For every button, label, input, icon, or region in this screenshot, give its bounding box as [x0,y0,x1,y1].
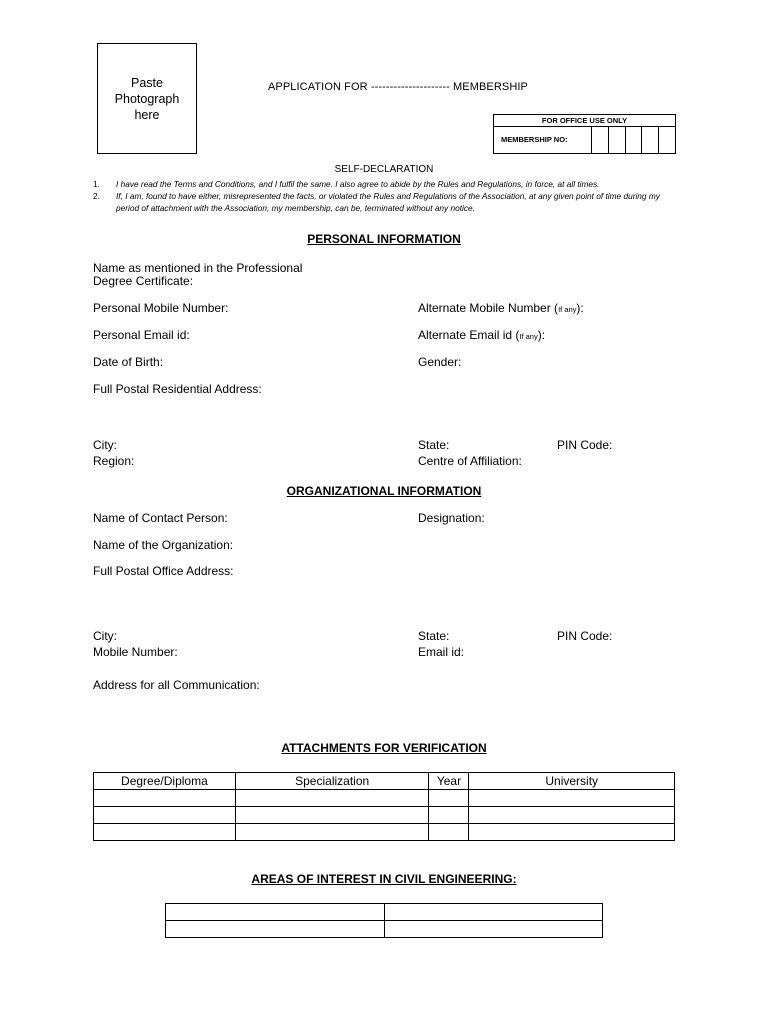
declaration-text: I have read the Terms and Conditions, and I fulfil the same. I also agree to abide by the Rules and Regulations, in force, at all times. [116,179,600,189]
column-header-year: Year [429,773,469,790]
declaration-item [93,178,683,190]
residential-address-label: Full Postal Residential Address: [93,382,262,396]
table-row [94,824,675,841]
column-header-degree: Degree/Diploma [94,773,236,790]
declaration-text: If, I am, found to have either, misrepresented the facts, or violated the Rules and Regulations of the Association, at any given point of time during my period of attachment with the Association, my membership, can be, terminated without any notice. [116,191,660,213]
attachments-table [93,772,675,841]
membership-no-label: MEMBERSHIP NO: [494,127,592,153]
alternate-email-label [418,329,545,343]
personal-info-heading: PERSONAL INFORMATION [307,232,461,246]
self-declaration-heading: SELF-DECLARATION [334,164,434,175]
table-cell[interactable] [235,824,429,841]
table-cell[interactable] [235,807,429,824]
table-cell[interactable] [166,904,385,921]
name-label [93,262,302,288]
org-pin-code-label: PIN Code: [557,629,613,643]
photo-line-1: Paste [131,75,163,90]
alternate-mobile-close: ): [576,301,584,315]
state-label: State: [418,438,450,452]
alternate-email-text: Alternate Email id ( [418,328,520,342]
table-cell[interactable] [469,807,675,824]
table-cell[interactable] [384,904,603,921]
table-cell[interactable] [94,807,236,824]
table-cell[interactable] [429,790,469,807]
photo-line-3: here [134,107,160,122]
designation-label: Designation: [418,511,485,525]
alternate-mobile-text: Alternate Mobile Number ( [418,301,559,315]
office-address-label: Full Postal Office Address: [93,564,234,578]
personal-mobile-label: Personal Mobile Number: [93,301,229,315]
table-row [166,904,603,921]
if-any-note: If any [558,305,577,314]
table-cell[interactable] [469,824,675,841]
membership-no-cell[interactable] [592,127,609,153]
form-title: APPLICATION FOR --------------------- MEMBERSHIP [268,81,528,93]
table-cell[interactable] [166,921,385,938]
org-state-label: State: [418,629,450,643]
column-header-specialization: Specialization [235,773,429,790]
alternate-email-close: ): [537,328,546,342]
organizational-info-heading: ORGANIZATIONAL INFORMATION [286,484,482,498]
date-of-birth-label: Date of Birth: [93,355,164,369]
membership-no-cell[interactable] [659,127,675,153]
office-use-box [493,114,676,154]
table-header-row [94,773,675,790]
city-label: City: [93,438,117,452]
org-city-label: City: [93,629,117,643]
alternate-mobile-label [418,302,584,316]
name-label-line-1: Name as mentioned in the Professional [93,261,303,275]
table-cell[interactable] [429,824,469,841]
gender-label: Gender: [418,355,462,369]
table-cell[interactable] [429,807,469,824]
photo-line-2: Photograph [114,91,180,106]
region-label: Region: [93,454,135,468]
org-email-label: Email id: [418,645,465,659]
table-cell[interactable] [384,921,603,938]
declaration-number: 1. [93,179,100,189]
contact-person-label: Name of Contact Person: [93,511,228,525]
areas-of-interest-table [165,903,603,938]
table-cell[interactable] [235,790,429,807]
office-use-header: FOR OFFICE USE ONLY [494,115,675,127]
communication-address-label: Address for all Communication: [93,678,260,692]
personal-email-label: Personal Email id: [93,328,190,342]
membership-no-cell[interactable] [626,127,643,153]
membership-no-cell[interactable] [642,127,659,153]
table-cell[interactable] [94,790,236,807]
photo-box[interactable] [97,43,197,154]
attachments-heading: ATTACHMENTS FOR VERIFICATION [281,741,487,755]
declaration-item [93,190,683,214]
areas-of-interest-heading: AREAS OF INTEREST IN CIVIL ENGINEERING: [251,872,517,886]
table-cell[interactable] [94,824,236,841]
name-label-line-2: Degree Certificate: [93,274,194,288]
centre-of-affiliation-label: Centre of Affiliation: [418,454,522,468]
organization-name-label: Name of the Organization: [93,538,234,552]
org-mobile-label: Mobile Number: [93,645,178,659]
table-row [94,790,675,807]
pin-code-label: PIN Code: [557,438,613,452]
table-cell[interactable] [469,790,675,807]
if-any-note: If any [519,332,538,341]
membership-no-cell[interactable] [609,127,626,153]
declaration-number: 2. [93,191,100,201]
table-row [94,807,675,824]
table-row [166,921,603,938]
column-header-university: University [469,773,675,790]
